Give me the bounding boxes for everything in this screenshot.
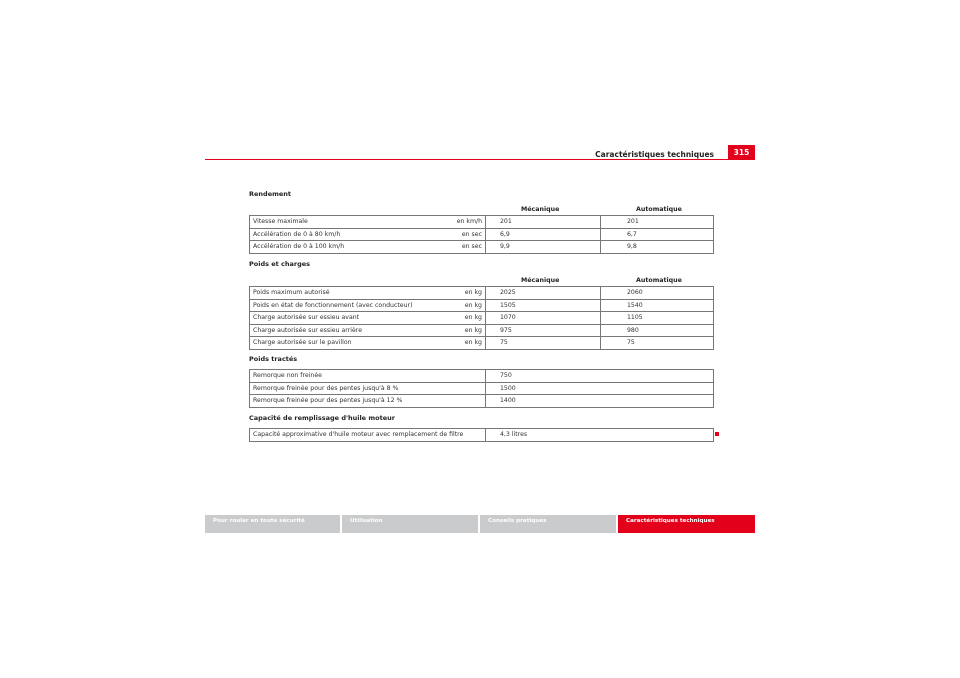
row-unit: en kg [450,299,486,312]
table-row [250,395,714,408]
table-row [250,287,714,300]
value-mechanical: 2025 [486,287,601,300]
column-header-automatic: Automatique [636,206,682,213]
table-row [250,228,714,241]
row-label: Charge autorisée sur essieu avant [250,312,450,325]
value-automatic: 1105 [601,312,714,325]
column-header-automatic: Automatique [636,277,682,284]
table-row [250,337,714,350]
column-header-mechanical: Mécanique [521,277,560,284]
table-row [250,324,714,337]
section-title-tractes: Poids tractés [249,355,298,363]
row-label: Charge autorisée sur le pavillon [250,337,450,350]
row-unit: en kg [450,287,486,300]
row-label: Charge autorisée sur essieu arrière [250,324,450,337]
value-mechanical: 201 [486,216,601,229]
value-automatic: 1540 [601,299,714,312]
value-automatic: 201 [601,216,714,229]
section-title-huile: Capacité de remplissage d'huile moteur [249,414,395,422]
table-row [250,370,714,383]
table-row [250,429,714,442]
footer-tab-conseils[interactable]: Conseils pratiques [480,515,616,533]
value-automatic: 75 [601,337,714,350]
row-label: Poids maximum autorisé [250,287,450,300]
footer-tab-utilisation[interactable]: Utilisation [342,515,478,533]
value-automatic: 2060 [601,287,714,300]
table-poids [249,274,714,350]
page-number: 315 [728,145,755,160]
row-value: 1500 [486,382,714,395]
table-row [250,382,714,395]
row-value: 750 [486,370,714,383]
value-mechanical: 9,9 [486,241,601,254]
value-mechanical: 1505 [486,299,601,312]
value-automatic: 6,7 [601,228,714,241]
row-label: Poids en état de fonctionnement (avec conducteur) [250,299,450,312]
table-row [250,241,714,254]
row-label: Accélération de 0 à 100 km/h [250,241,450,254]
value-mechanical: 75 [486,337,601,350]
section-title-poids: Poids et charges [249,260,311,268]
row-label: Remorque non freinée [250,370,486,383]
footer-tab-caracteristiques[interactable]: Caractéristiques techniques [618,515,755,533]
row-value: 1400 [486,395,714,408]
table-row [250,312,714,325]
row-value: 4,3 litres [486,429,714,442]
value-mechanical: 1070 [486,312,601,325]
column-header-mechanical: Mécanique [521,206,560,213]
section-title-rendement: Rendement [249,190,292,198]
row-unit: en sec [450,228,486,241]
row-label: Remorque freinée pour des pentes jusqu'à 12 % [250,395,486,408]
section-end-marker-icon [715,432,719,436]
row-unit: en sec [450,241,486,254]
row-label: Capacité approximative d'huile moteur avec remplacement de filtre [250,429,486,442]
value-automatic: 980 [601,324,714,337]
row-unit: en km/h [450,216,486,229]
value-mechanical: 975 [486,324,601,337]
row-unit: en kg [450,312,486,325]
row-label: Accélération de 0 à 80 km/h [250,228,450,241]
row-unit: en kg [450,337,486,350]
table-rendement [249,203,714,254]
row-label: Remorque freinée pour des pentes jusqu'à 8 % [250,382,486,395]
table-huile [249,428,714,442]
value-automatic: 9,8 [601,241,714,254]
header-divider [205,159,755,160]
table-row [250,299,714,312]
row-label: Vitesse maximale [250,216,450,229]
footer-tab-securite[interactable]: Pour rouler en toute sécurité [205,515,340,533]
row-unit: en kg [450,324,486,337]
table-tractes [249,369,714,408]
page-header-title: Caractéristiques techniques [595,150,714,159]
value-mechanical: 6,9 [486,228,601,241]
table-row [250,216,714,229]
